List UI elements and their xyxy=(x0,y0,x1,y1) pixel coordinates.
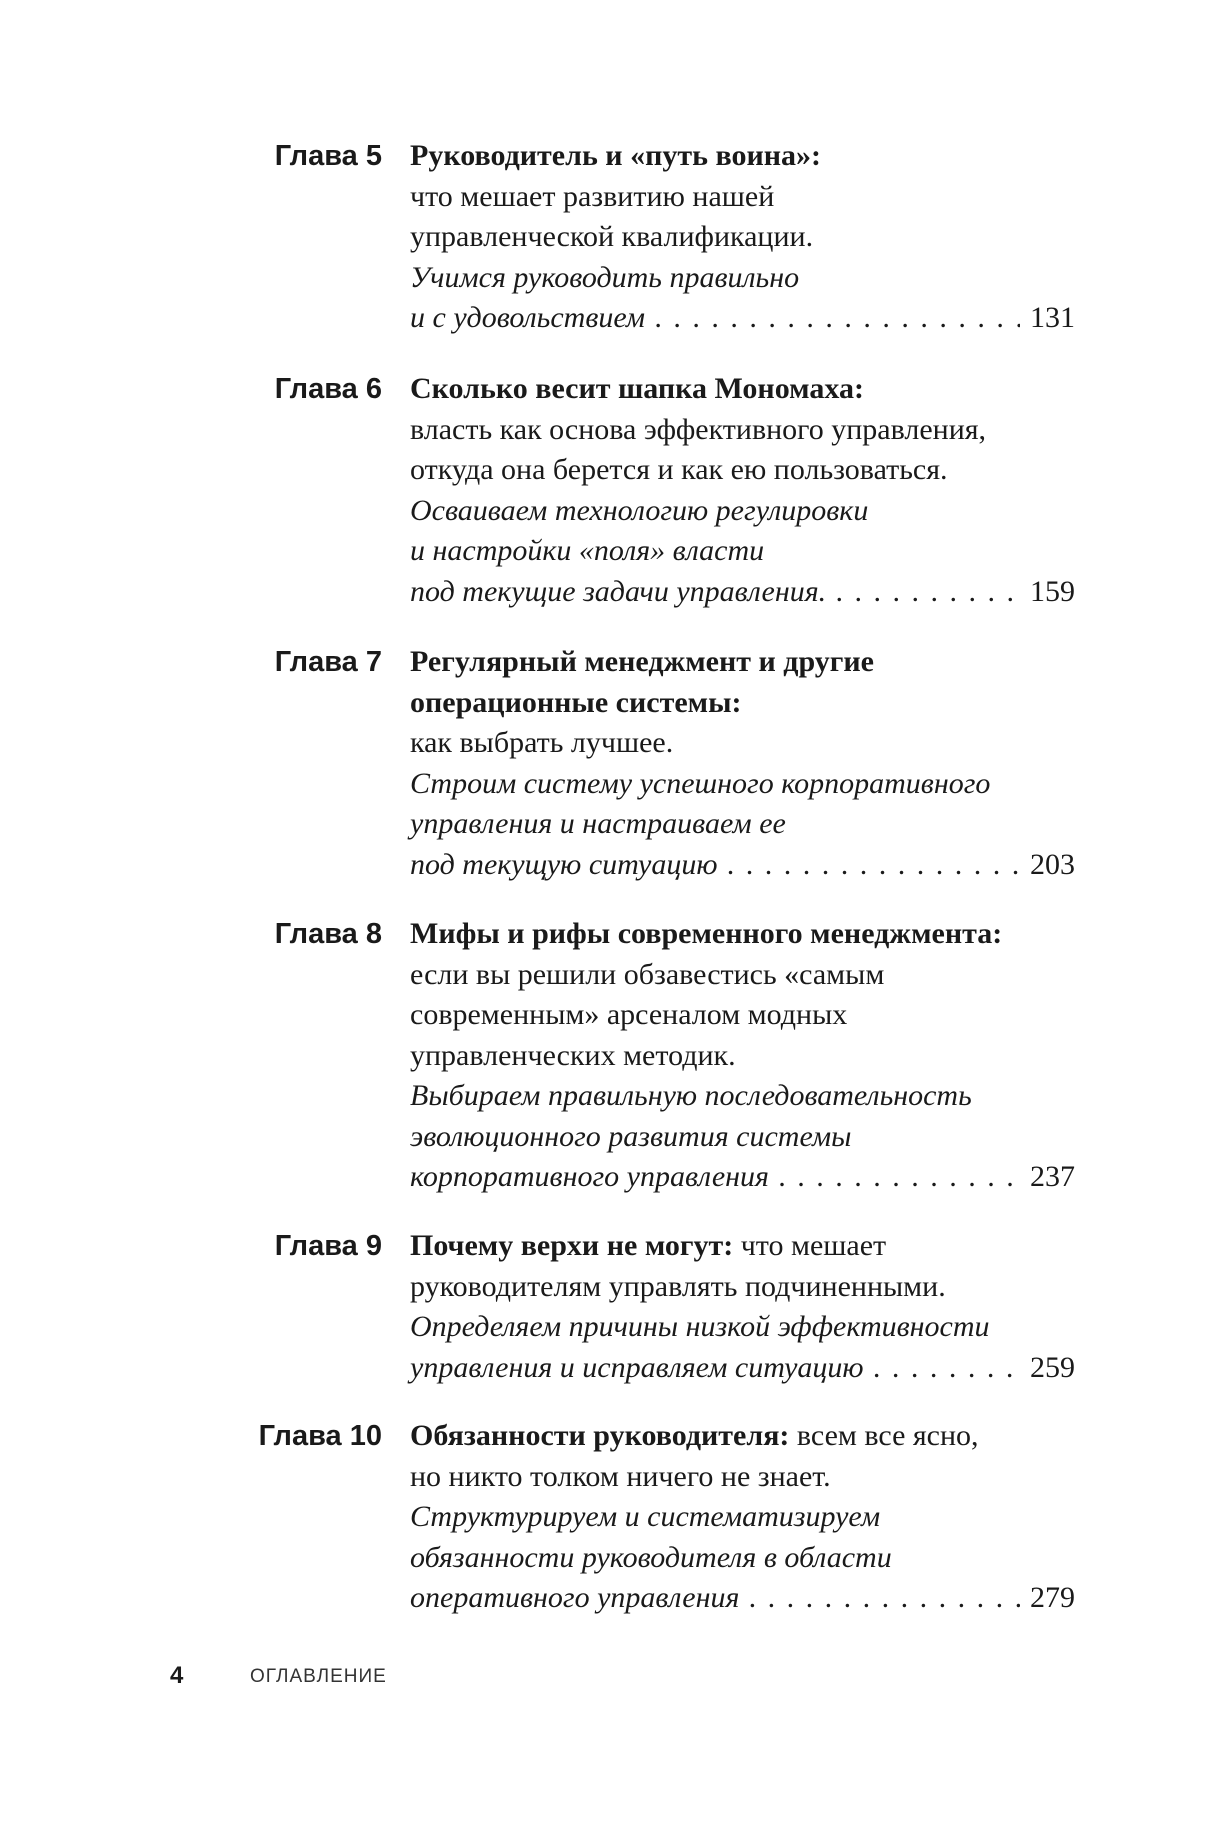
chapter-summary-line: Определяем причины низкой эффективности xyxy=(410,1310,990,1343)
dot-leader xyxy=(749,1578,1020,1619)
chapter-summary-text: оперативного управления xyxy=(410,1581,740,1614)
page-number[interactable]: 279 xyxy=(1030,1581,1075,1614)
chapter-subtitle-line: современным» арсеналом модных xyxy=(410,998,848,1031)
chapter-subtitle-line: если вы решили обзавестись «самым xyxy=(410,957,885,991)
chapter-summary-line: Структурируем и систематизируем xyxy=(410,1500,881,1533)
chapter-description xyxy=(410,914,1075,1198)
page-number[interactable]: 237 xyxy=(1030,1160,1075,1193)
chapter-subtitle-line: что мешает развитию нашей xyxy=(410,179,775,213)
chapter-summary-last-line xyxy=(410,1578,1075,1619)
chapter-number: Глава 10 xyxy=(258,1420,382,1452)
chapter-summary-text: управления и исправляем ситуацию xyxy=(410,1350,864,1384)
chapter-number: Глава 5 xyxy=(274,140,382,172)
chapter-number: Глава 7 xyxy=(274,646,382,678)
chapter-summary-line: эволюционного развития системы xyxy=(410,1119,852,1153)
chapter-subtitle-line: откуда она берется и как ею пользоваться. xyxy=(410,453,948,486)
chapter-title-tail: что мешает xyxy=(733,1229,887,1262)
page-number[interactable]: 159 xyxy=(1030,574,1075,608)
page-number[interactable]: 203 xyxy=(1030,847,1075,881)
dot-leader xyxy=(655,298,1020,339)
dot-leader xyxy=(728,845,1020,886)
chapter-summary-line: Учимся руководить правильно xyxy=(410,260,800,294)
chapter-description xyxy=(410,136,1075,339)
page-number[interactable]: 131 xyxy=(1030,301,1075,334)
chapter-subtitle-line: управленческой квалификации. xyxy=(410,220,814,253)
chapter-number: Глава 6 xyxy=(274,373,382,405)
chapter-summary-line: обязанности руководителя в области xyxy=(410,1540,892,1574)
page-number[interactable]: 259 xyxy=(1030,1350,1075,1384)
chapter-title: Обязанности руководителя: xyxy=(410,1419,790,1452)
chapter-summary-text: под текущие задачи управления. xyxy=(410,574,827,608)
chapter-summary-text: под текущую ситуацию xyxy=(410,847,718,881)
chapter-number: Глава 8 xyxy=(274,918,382,950)
chapter-title: Почему верхи не могут: xyxy=(410,1229,734,1262)
chapter-summary-text: корпоративного управления xyxy=(410,1160,769,1193)
chapter-summary-line: Строим систему успешного корпоративного xyxy=(410,766,991,800)
chapter-subtitle-line: но никто толком ничего не знает. xyxy=(410,1459,831,1493)
chapter-subtitle-line: руководителям управлять подчиненными. xyxy=(410,1269,946,1303)
chapter-title: Регулярный менеджмент и другие xyxy=(410,645,874,678)
chapter-description xyxy=(410,369,1075,612)
chapter-summary-line: Выбираем правильную последовательность xyxy=(410,1079,972,1112)
chapter-title: операционные системы: xyxy=(410,685,742,719)
dot-leader xyxy=(836,572,1020,613)
chapter-summary-last-line xyxy=(410,298,1075,339)
chapter-description xyxy=(410,1226,1075,1388)
chapter-summary-last-line xyxy=(410,845,1075,886)
chapter-title-row xyxy=(410,1416,1075,1457)
dot-leader xyxy=(874,1348,1020,1389)
chapter-subtitle-line: как выбрать лучшее. xyxy=(410,726,674,759)
chapter-summary-line: управления и настраиваем ее xyxy=(410,807,786,840)
chapter-summary-text: и с удовольствием xyxy=(410,301,646,334)
chapter-number: Глава 9 xyxy=(274,1230,382,1262)
chapter-title: Руководитель и «путь воина»: xyxy=(410,139,822,172)
chapter-title: Мифы и рифы современного менеджмента: xyxy=(410,917,1003,950)
chapter-description xyxy=(410,642,1075,885)
footer-section-label: ОГЛАВЛЕНИЕ xyxy=(250,1666,387,1687)
chapter-summary-last-line xyxy=(410,1157,1075,1198)
chapter-summary-line: и настройки «поля» власти xyxy=(410,534,765,567)
chapter-subtitle-line: власть как основа эффективного управления, xyxy=(410,412,987,446)
chapter-summary-last-line xyxy=(410,1348,1075,1389)
chapter-title: Сколько весит шапка Мономаха: xyxy=(410,372,864,405)
chapter-title-row xyxy=(410,1226,1075,1267)
footer-page-number: 4 xyxy=(170,1662,184,1689)
chapter-description xyxy=(410,1416,1075,1619)
chapter-title-tail: всем все ясно, xyxy=(789,1419,979,1452)
dot-leader xyxy=(779,1157,1020,1198)
chapter-summary-last-line xyxy=(410,572,1075,613)
chapter-summary-line: Осваиваем технологию регулировки xyxy=(410,493,869,527)
chapter-subtitle-line: управленческих методик. xyxy=(410,1038,736,1072)
